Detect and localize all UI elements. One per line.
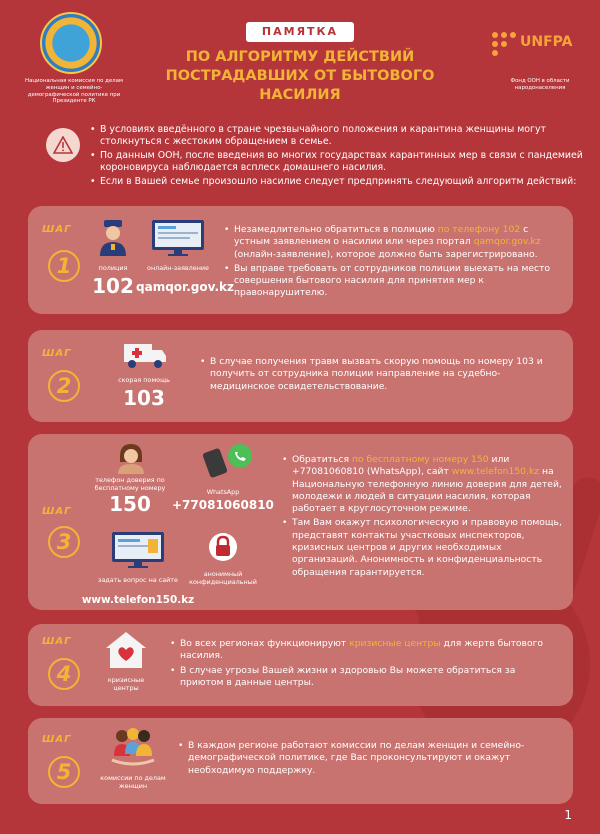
header — [0, 0, 600, 120]
text-span: Обратиться — [292, 454, 352, 465]
crisis-centers-highlight: кризисные центры — [349, 638, 441, 649]
step-3-label: ШАГ — [42, 506, 72, 517]
memo-badge: ПАМЯТКА — [246, 22, 354, 42]
step-2-text — [200, 356, 560, 395]
step-1-number: 1 — [48, 250, 80, 282]
step-1-card — [28, 206, 573, 314]
step-5-label: ШАГ — [42, 734, 72, 745]
step-3-card — [28, 434, 573, 610]
step-4-bullet-1 — [170, 638, 560, 663]
unfpa-wordmark: UNFPA — [520, 34, 573, 50]
ambulance-number: 103 — [123, 386, 165, 410]
step-4-bullet-2: • В случае угрозы Вашей жизни и здоровью Вы можете обратиться за приютом в данные центры. — [170, 665, 560, 690]
crisis-center-house-icon — [104, 630, 148, 670]
intro-item: • В условиях введённого в стране чрезвычайного положения и карантина женщины могут столкнуться с жестоким обращением в семье. — [90, 124, 600, 149]
step-3-bullet-2: • Там Вам окажут психологическую и правовую помощь, представят контакты участковых инспекторов, кризисных центров и других необходимых организаций. Анонимность и конфиденциальность обращения гарантируется. — [282, 517, 566, 578]
warning-icon — [46, 128, 80, 162]
ambulance-icon — [122, 340, 168, 370]
step-5-text — [178, 740, 558, 779]
online-site: qamqor.gov.kz — [136, 280, 234, 294]
title-line-1: ПО АЛГОРИТМУ ДЕЙСТВИЙ — [185, 49, 415, 65]
text-span: с устным заявлением о насилии или через портал — [234, 224, 529, 248]
step-5-bullet-1: • В каждом регионе работают комиссии по делам женщин и семейно-демографической политике, где Вас проконсультируют и окажут необходимую поддержку. — [178, 740, 558, 777]
step-3-number: 3 — [48, 526, 80, 558]
step-4-label: ШАГ — [42, 636, 72, 647]
unfpa-caption: Фонд ООН в области народонаселения — [510, 78, 570, 92]
website-address: www.telefon150.kz — [81, 594, 195, 606]
step-2-card — [28, 330, 573, 422]
commission-caption: комиссии по делам женщин — [100, 774, 166, 790]
hotline-caption: телефон доверия по бесплатному номеру — [94, 476, 166, 492]
title-line-2: ПОСТРАДАВШИХ ОТ БЫТОВОГО — [165, 68, 435, 84]
text-span: Во всех регионах функционируют — [180, 638, 350, 649]
title-line-3: НАСИЛИЯ — [259, 87, 341, 103]
computer-monitor-icon — [150, 218, 206, 258]
ambulance-caption: скорая помощь — [118, 376, 170, 384]
intro-list — [90, 124, 600, 189]
website-screen-icon — [110, 530, 166, 570]
national-commission-logo-icon — [40, 12, 102, 74]
step-3-text — [282, 454, 566, 581]
whatsapp-number: +77081060810 — [172, 498, 274, 512]
whatsapp-phone-icon — [200, 442, 254, 478]
online-caption: онлайн-заявление — [147, 264, 209, 272]
police-phone-highlight: по телефону 102 — [437, 224, 521, 235]
page-title — [140, 48, 460, 105]
text-span: для жертв бытового насилия. — [180, 638, 544, 662]
women-commission-icon — [108, 726, 158, 766]
free-number-highlight: по бесплатному номеру 150 — [351, 454, 489, 465]
site-highlight: www.telefon150.kz — [451, 466, 540, 478]
text-span: (онлайн-заявление), которое должно быть зарегистрировано. — [234, 248, 538, 260]
step-1-label: ШАГ — [42, 224, 72, 235]
text-span: на Национальную телефонную линию доверия для детей, молодежи и людей в ситуации насилия, которая работает в круглосуточном режиме. — [292, 466, 562, 515]
step-3-bullet-1 — [282, 454, 566, 515]
crisis-center-caption: кризисные центры — [107, 676, 145, 692]
police-officer-icon — [98, 218, 128, 258]
portal-highlight: qamqor.gov.kz — [473, 236, 541, 248]
text-span: Незамедлительно обратиться в полицию — [234, 224, 438, 235]
step-4-text — [170, 638, 560, 691]
lock-icon — [208, 532, 238, 562]
step-4-card — [28, 624, 573, 706]
step-1-bullet-1 — [224, 224, 564, 261]
text-span: или +77081060810 (WhatsApp), сайт — [292, 454, 510, 478]
intro-item: • Если в Вашей семье произошло насилие следует предпринять следующий алгоритм действий: — [90, 176, 600, 188]
step-5-number: 5 — [48, 756, 80, 788]
intro-item: • По данным ООН, после введения во многих государствах карантинных мер в связи с пандемией коронoвируса наблюдается всплеск домашнего насилия. — [90, 150, 600, 175]
step-2-label: ШАГ — [42, 348, 72, 359]
police-caption: полиция — [98, 264, 128, 272]
website-caption: задать вопрос на сайте — [98, 576, 178, 584]
page-number: 1 — [564, 808, 572, 822]
step-2-number: 2 — [48, 370, 80, 402]
step-1-bullet-2: • Вы вправе требовать от сотрудников полиции выехать на место совершения бытового насилия для принятия мер к правонарушителю. — [224, 263, 564, 300]
step-1-text — [224, 224, 564, 302]
national-commission-caption: Национальная комиссия по делам женщин и семейно-демографической политике при Президенте РК — [25, 78, 123, 105]
step-4-number: 4 — [48, 658, 80, 690]
unfpa-logo-icon — [490, 30, 520, 60]
anonymous-caption: анонимный конфиденциальный — [189, 570, 257, 586]
hotline-operator-icon — [116, 442, 146, 474]
police-number: 102 — [92, 274, 134, 298]
step-5-card — [28, 718, 573, 804]
hotline-number: 150 — [109, 492, 151, 516]
whatsapp-caption: WhatsApp — [206, 488, 240, 496]
step-2-bullet-1: • В случае получения травм вызвать скорую помощь по номеру 103 и получить от сотрудника полиции направление на судебно-медицинское освидетельствование. — [200, 356, 560, 393]
